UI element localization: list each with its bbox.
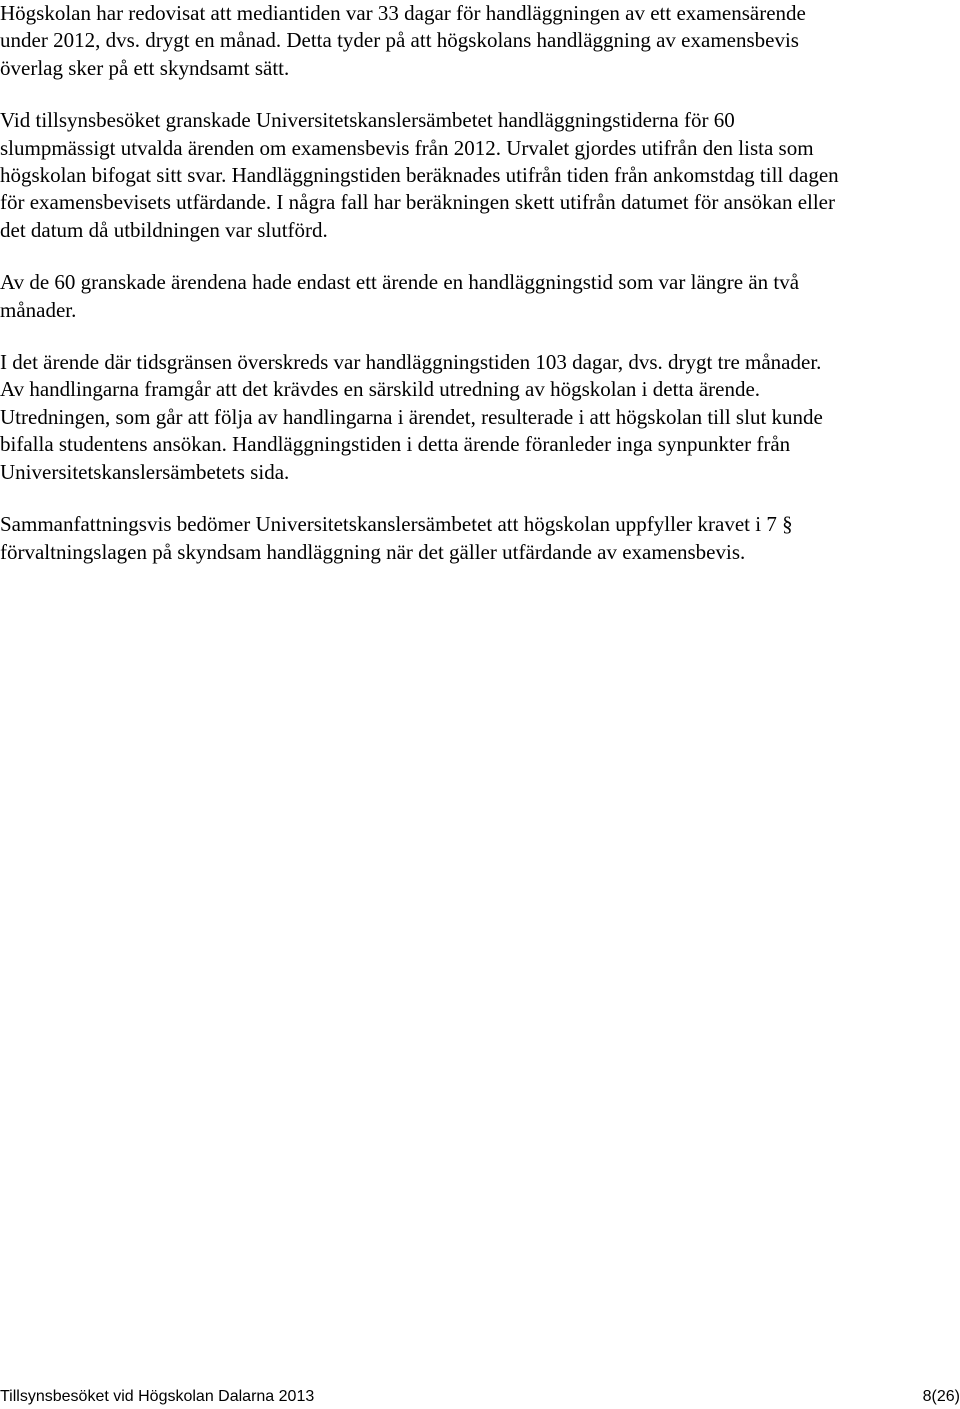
paragraph-granskning: Vid tillsynsbesöket granskade Universitetskanslersämbetet handläggningstiderna för 60 slumpmässigt utvalda ärenden om examensbevis från 2012. Urvalet gjordes utifrån den lista som högskolan bifogat sitt svar. Handläggningstiden beräknades utifrån tiden från ankomstdag till dagen för examensbevisets utfärdande. I några fall har beräkningen skett utifrån datumet för ansökan eller det datum då utbildningen var slutförd.	[0, 108, 839, 242]
footer-title: Tillsynsbesöket vid Högskolan Dalarna 2013	[0, 1388, 315, 1405]
paragraph-sammanfattning: Sammanfattningsvis bedömer Universitetskanslersämbetet att högskolan uppfyller kravet i 7 § förvaltningslagen på skyndsam handläggning när det gäller utfärdande av examensbevis.	[0, 512, 793, 564]
paragraph-mediantid: Högskolan har redovisat att mediantiden var 33 dagar för handläggningen av ett examensärende under 2012, dvs. drygt en månad. Detta tyder på att högskolans handläggning av examensbevis överlag sker på ett skyndsamt sätt.	[0, 1, 806, 80]
page-footer	[0, 1387, 960, 1409]
document-body	[0, 0, 840, 591]
page-number: 8(26)	[922, 1388, 960, 1405]
paragraph-resultat: Av de 60 granskade ärendena hade endast ett ärende en handläggningstid som var längre än två månader.	[0, 270, 800, 322]
paragraph-overskridet-arende: I det ärende där tidsgränsen överskreds var handläggningstiden 103 dagar, dvs. drygt tre månader. Av handlingarna framgår att det krävdes en särskild utredning av högskolan i detta ärende. Utredningen, som går att följa av handlingarna i ärendet, resulterade i att högskolan till slut kunde bifalla studentens ansökan. Handläggningstiden i detta ärende föranleder inga synpunkter från Universitetskanslersämbetets sida.	[0, 350, 823, 484]
